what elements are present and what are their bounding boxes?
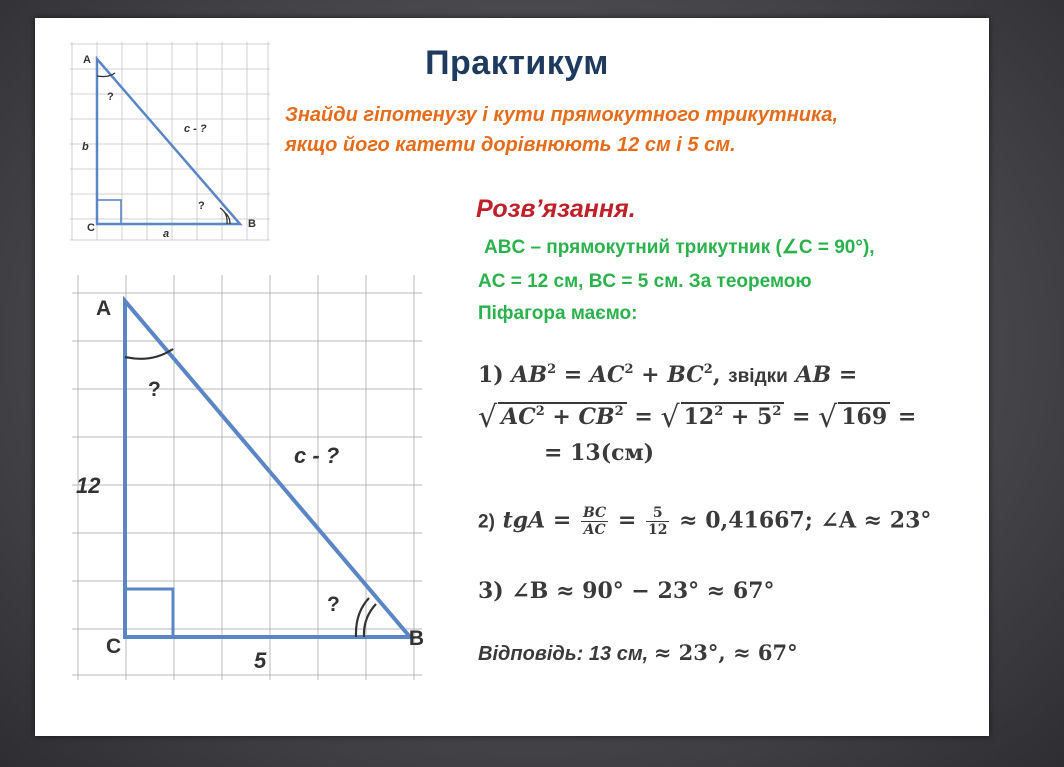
small-leg-a-label: a [163, 228, 170, 240]
big-hyp-label: c - ? [294, 443, 340, 468]
small-angle-b-label: ? [198, 200, 205, 212]
task-text [285, 100, 965, 160]
small-triangle-figure [70, 42, 270, 242]
big-vertex-a: A [96, 297, 112, 320]
solution-intro-2: AC = 12 см, BC = 5 см. За теоремою [478, 271, 812, 292]
step-1-word: звідки [728, 366, 788, 387]
step-1-line-1: 1) $AB^2 = AC^2 + BC^2$, звідки AB = [478, 362, 858, 388]
big-angle-b-label: ? [327, 593, 340, 616]
task-line-1: Знайди гіпотенузу і кути прямокутного трикутника, [285, 104, 839, 126]
step-1-line-2: √ $AC^2 + CB^2$ = √ $12^2 + 5^2$ = √ 169 = [478, 400, 917, 435]
step-3-line: 3) ∠B ≈ 90° − 23° ≈ 67° [478, 578, 775, 604]
small-vertex-c: C [87, 222, 95, 234]
page-title: Практикум [425, 44, 609, 82]
step-1-result: = 13(см) [544, 440, 655, 466]
small-vertex-b: B [248, 218, 256, 230]
solution-intro-3: Піфагора маємо: [478, 303, 638, 324]
big-angle-a-label: ? [148, 378, 161, 401]
big-right-angle-mark [125, 589, 173, 637]
small-angle-a-label: ? [107, 91, 114, 103]
big-triangle-figure [72, 275, 422, 680]
solution-heading: Розв’язання. [476, 195, 636, 223]
big-leg-ac-label: 12 [76, 473, 101, 498]
small-hyp-label: c - ? [184, 123, 207, 135]
step-2-value: ≈ 0,41667; ∠A ≈ 23° [679, 507, 932, 534]
answer-angles: ≈ 23°, ≈ 67° [653, 640, 798, 665]
step-2-line: 2) tgA = $\frac{BC}{AC}$ = $\frac{5}{12}$ ≈ 0,41667; ∠A ≈ 23° [478, 505, 932, 538]
small-vertex-a: A [83, 54, 91, 66]
task-line-2: якщо його катети дорівнюють 12 см і 5 см. [285, 134, 736, 156]
small-grid [70, 42, 270, 240]
solution-intro-1: ABC – прямокутний трикутник (∠C = 90°), [484, 237, 875, 258]
small-leg-b-label: b [82, 141, 89, 153]
answer-line [478, 640, 798, 666]
big-leg-cb-label: 5 [254, 648, 267, 673]
big-vertex-c: C [106, 635, 122, 658]
answer-label: Відповідь: 13 см, [478, 643, 649, 665]
small-right-angle-mark [97, 200, 121, 224]
big-vertex-b: B [408, 627, 424, 650]
